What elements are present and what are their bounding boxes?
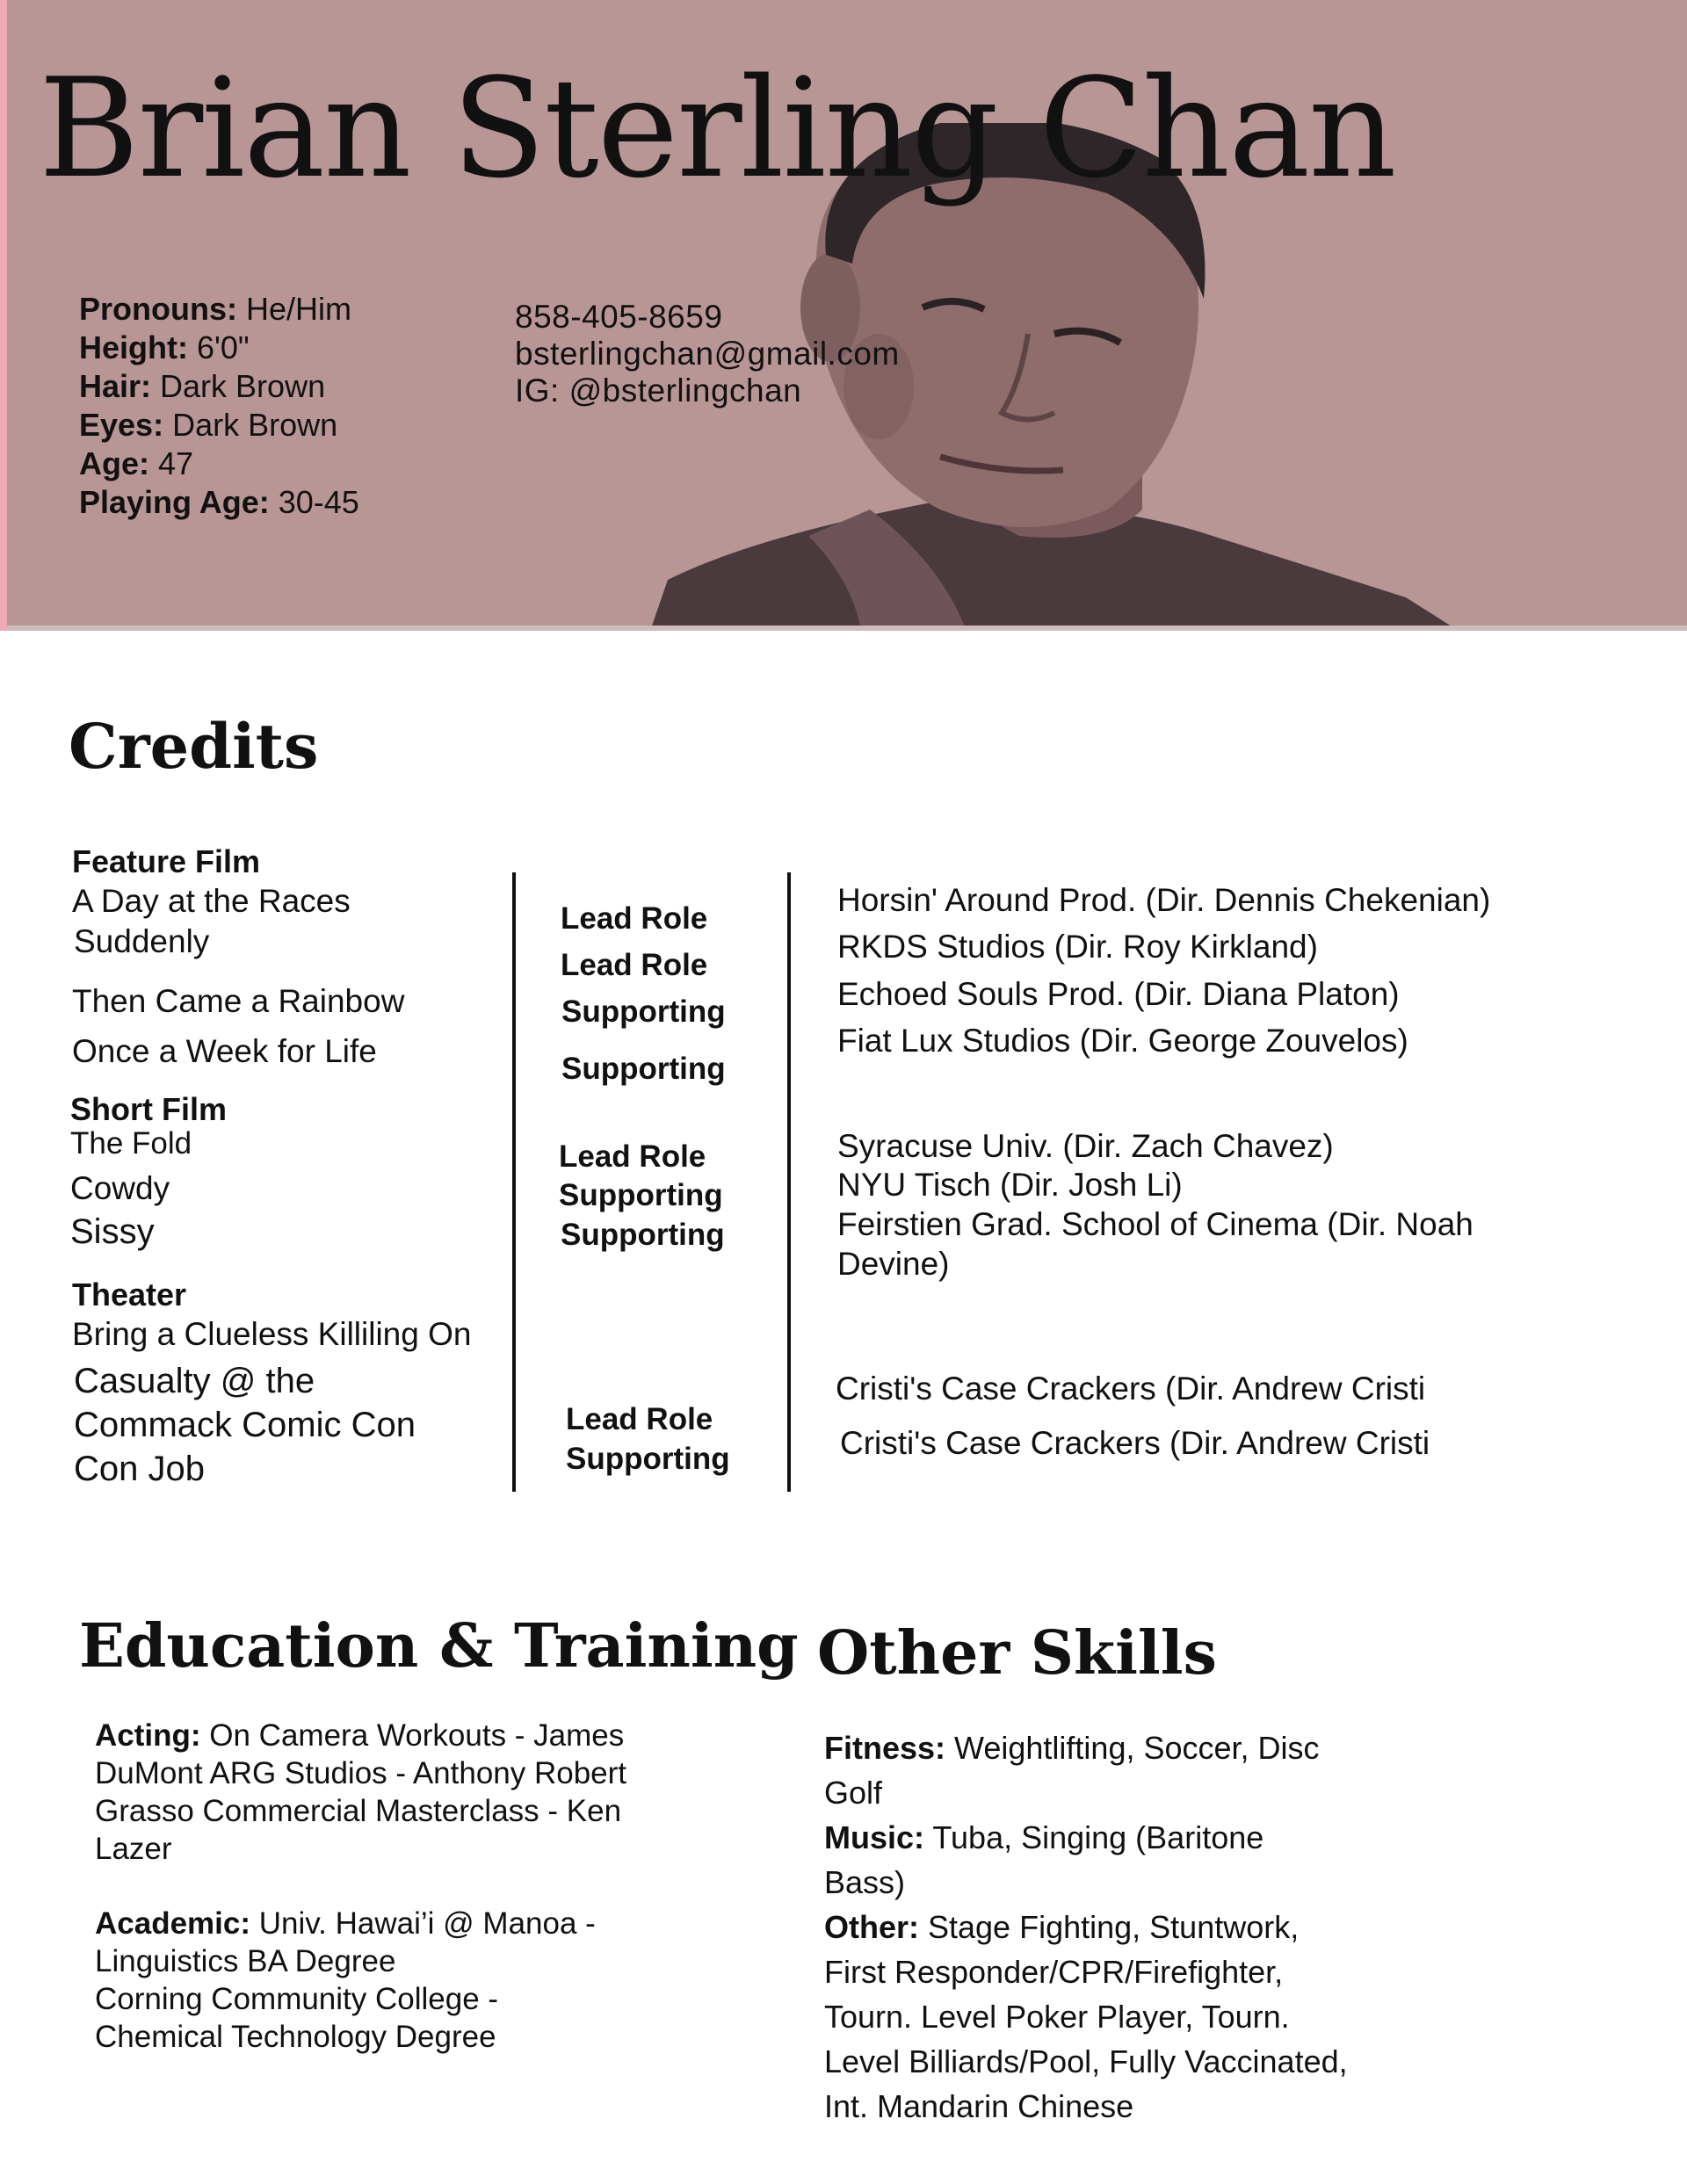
credit-title: Suddenly xyxy=(74,923,210,959)
training-line: Lazer xyxy=(95,1832,172,1866)
credit-role: Supporting xyxy=(561,1218,725,1252)
credit-company: Feirstien Grad. School of Cinema (Dir. Noah xyxy=(837,1206,1473,1242)
credit-company: Devine) xyxy=(837,1246,950,1282)
email-address: bsterlingchan@gmail.com xyxy=(515,336,900,372)
stat-playing-age xyxy=(79,483,359,522)
stat-label: Playing Age: xyxy=(79,484,270,520)
stat-label: Height: xyxy=(79,329,188,365)
actor-name: Brian Sterling Chan xyxy=(39,48,1395,208)
column-divider-right xyxy=(787,872,791,1492)
phone-number: 858-405-8659 xyxy=(515,299,723,335)
training-line: Grasso Commercial Masterclass - Ken xyxy=(95,1794,622,1828)
category-theater: Theater xyxy=(72,1276,187,1313)
stat-age xyxy=(79,445,359,483)
stat-height xyxy=(79,329,359,367)
contact-info xyxy=(515,299,900,409)
credit-title: Bring a Clueless Killiling On xyxy=(72,1316,472,1352)
credit-title: The Fold xyxy=(70,1126,192,1161)
header-banner xyxy=(0,0,1687,631)
fitness-label: Fitness: xyxy=(824,1730,946,1766)
skill-line: First Responder/CPR/Firefighter, xyxy=(824,1954,1284,1990)
credit-company: Echoed Souls Prod. (Dir. Diana Platon) xyxy=(837,976,1400,1012)
instagram-handle: IG: @bsterlingchan xyxy=(515,372,802,409)
training-line: Univ. Hawai’i @ Manoa - xyxy=(250,1906,596,1941)
training-line: Chemical Technology Degree xyxy=(95,2020,496,2054)
stat-label: Eyes: xyxy=(79,407,164,443)
credit-role: Lead Role xyxy=(566,1402,713,1436)
stat-label: Age: xyxy=(79,445,149,481)
stat-pronouns xyxy=(79,290,359,329)
stat-value: He/Him xyxy=(236,291,351,327)
column-divider-left xyxy=(512,872,516,1492)
credit-company: Syracuse Univ. (Dir. Zach Chavez) xyxy=(837,1128,1334,1164)
skill-line: Bass) xyxy=(824,1864,906,1900)
skill-line: Tourn. Level Poker Player, Tourn. xyxy=(824,1999,1290,2035)
credit-company: NYU Tisch (Dir. Josh Li) xyxy=(837,1167,1183,1203)
training-line: Corning Community College - xyxy=(95,1982,499,2016)
category-feature-film: Feature Film xyxy=(72,843,261,879)
stat-eyes xyxy=(79,406,359,445)
acting-label: Acting: xyxy=(95,1718,201,1753)
stat-value: Dark Brown xyxy=(151,368,326,404)
skills-heading: Other Skills xyxy=(817,1618,1217,1689)
credits-heading: Credits xyxy=(69,710,319,783)
credit-role: Supporting xyxy=(561,994,726,1029)
stat-value: 47 xyxy=(149,445,194,481)
credit-role: Supporting xyxy=(566,1442,730,1476)
credit-title: Casualty @ the xyxy=(74,1362,315,1400)
credit-title: Commack Comic Con xyxy=(74,1406,416,1444)
other-label: Other: xyxy=(824,1909,919,1945)
credit-title: Cowdy xyxy=(70,1170,170,1206)
credit-role: Supporting xyxy=(559,1178,723,1212)
credit-company: Cristi's Case Crackers (Dir. Andrew Cristi xyxy=(836,1370,1426,1407)
academic-training xyxy=(95,1905,728,2056)
stat-value: 6'0" xyxy=(187,329,250,365)
credit-title: Sissy xyxy=(70,1212,155,1251)
credit-company: RKDS Studios (Dir. Roy Kirkland) xyxy=(837,929,1318,965)
skill-line: Golf xyxy=(824,1775,883,1811)
category-short-film: Short Film xyxy=(70,1091,227,1127)
credit-company: Cristi's Case Crackers (Dir. Andrew Cristi xyxy=(840,1425,1430,1461)
credit-title: Once a Week for Life xyxy=(72,1033,377,1069)
training-line: Linguistics BA Degree xyxy=(95,1944,396,1978)
skill-line: Level Billiards/Pool, Fully Vaccinated, xyxy=(824,2043,1348,2079)
credit-title: A Day at the Races xyxy=(72,883,351,919)
stat-label: Hair: xyxy=(79,368,152,404)
stat-hair xyxy=(79,367,359,406)
credit-title: Then Came a Rainbow xyxy=(72,983,405,1019)
accent-strip xyxy=(0,0,7,631)
credit-title: Con Job xyxy=(74,1450,205,1488)
header-divider xyxy=(7,626,1687,631)
stat-value: 30-45 xyxy=(269,484,359,520)
credit-company: Horsin' Around Prod. (Dir. Dennis Chekenian) xyxy=(837,882,1491,918)
stat-value: Dark Brown xyxy=(163,407,338,443)
credit-role: Lead Role xyxy=(561,948,708,982)
skill-line: Stage Fighting, Stuntwork, xyxy=(919,1909,1300,1945)
skill-line: Int. Mandarin Chinese xyxy=(824,2088,1134,2124)
skill-line: Tuba, Singing (Baritone xyxy=(924,1819,1264,1855)
credit-role: Supporting xyxy=(561,1052,726,1086)
training-line: DuMont ARG Studios - Anthony Robert xyxy=(95,1756,627,1790)
acting-training xyxy=(95,1717,728,1868)
credit-company: Fiat Lux Studios (Dir. George Zouvelos) xyxy=(837,1023,1408,1059)
stat-label: Pronouns: xyxy=(79,291,237,327)
education-heading: Education & Training xyxy=(79,1611,799,1681)
academic-label: Academic: xyxy=(95,1906,251,1941)
physical-stats xyxy=(79,290,359,522)
training-line: On Camera Workouts - James xyxy=(200,1718,625,1753)
skills-list xyxy=(824,1725,1387,2129)
credit-role: Lead Role xyxy=(559,1139,706,1174)
credit-role: Lead Role xyxy=(561,901,708,936)
skill-line: Weightlifting, Soccer, Disc xyxy=(945,1730,1320,1766)
music-label: Music: xyxy=(824,1819,925,1855)
